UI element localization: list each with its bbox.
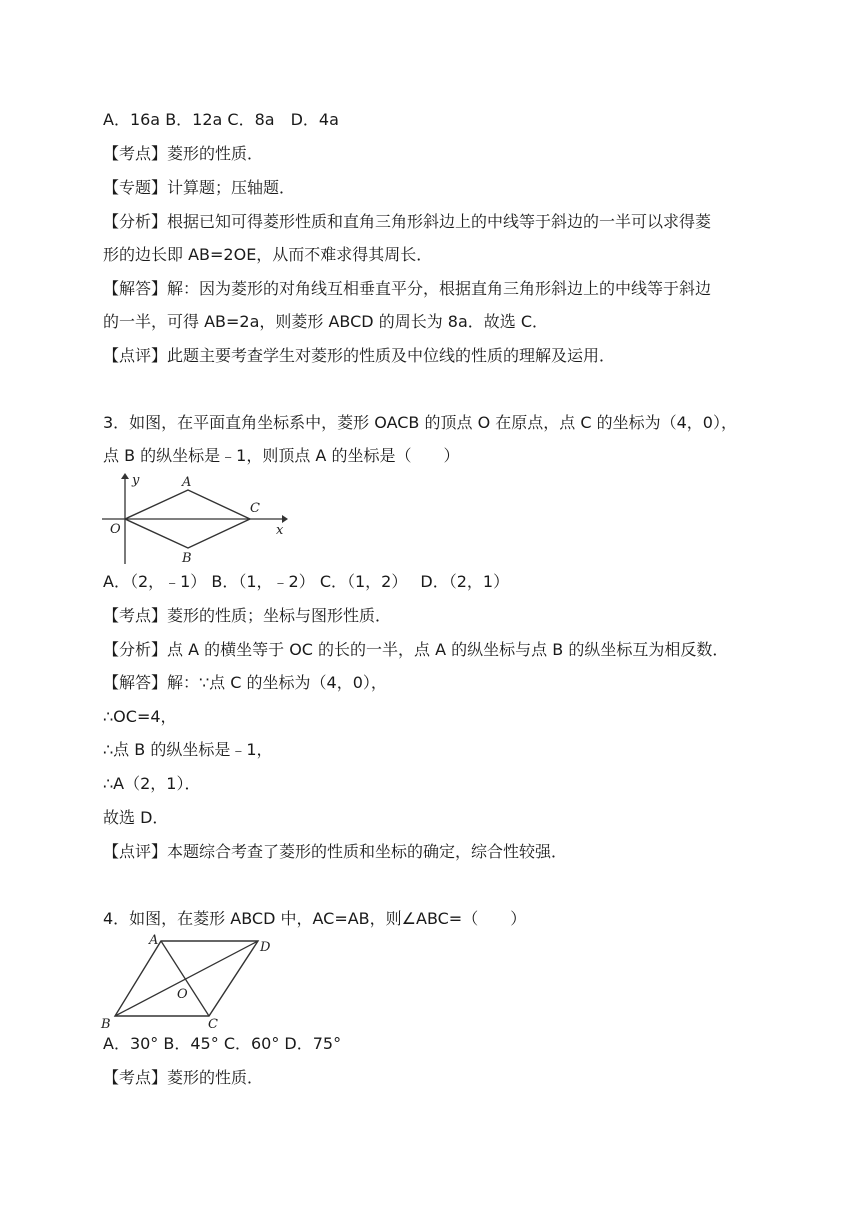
q2-options: A．16a B．12a C．8a D．4a (103, 110, 339, 129)
q2-jieda-2: 的一半，可得 AB=2a，则菱形 ABCD 的周长为 8a．故选 C． (103, 312, 549, 331)
q3-jieda-5: 故选 D． (103, 808, 169, 827)
q3-options: A．（2，﹣1） B．（1，﹣2） C．（1，2） D．（2，1） (103, 572, 510, 591)
q3-jieda-2: ∴OC=4， (103, 707, 177, 726)
q4-stem: 4．如图，在菱形 ABCD 中，AC=AB，则∠ABC=（ ） (103, 909, 527, 928)
q3-label-o: O (110, 522, 121, 537)
q3-figure (100, 470, 290, 570)
q3-jieda-4: ∴A（2，1）． (103, 774, 201, 793)
q3-jieda-3: ∴点 B 的纵坐标是﹣1， (103, 740, 273, 759)
q3-jieda-1: 【解答】解：∵点 C 的坐标为（4，0）， (103, 673, 387, 692)
q2-zhuanti: 【专题】计算题；压轴题． (103, 178, 296, 197)
q2-fenxi-1: 【分析】根据已知可得菱形性质和直角三角形斜边上的中线等于斜边的一半可以求得菱 (103, 212, 712, 231)
q4-label-a: A (149, 933, 159, 948)
q4-label-b: B (101, 1017, 111, 1030)
q2-dianping: 【点评】此题主要考查学生对菱形的性质及中位线的性质的理解及运用． (103, 346, 616, 365)
q4-label-o: O (177, 987, 188, 1002)
q3-stem-1: 3．如图，在平面直角坐标系中，菱形 OACB 的顶点 O 在原点，点 C 的坐标为（4，0）， (103, 413, 737, 432)
q3-kaodian: 【考点】菱形的性质；坐标与图形性质． (103, 606, 392, 625)
q3-stem-2: 点 B 的纵坐标是﹣1，则顶点 A 的坐标是（ ） (103, 446, 460, 465)
q2-fenxi-2: 形的边长即 AB=2OE，从而不难求得其周长． (103, 245, 433, 264)
q4-kaodian: 【考点】菱形的性质． (103, 1068, 264, 1087)
q2-kaodian: 【考点】菱形的性质． (103, 144, 264, 163)
q2-jieda-1: 【解答】解：因为菱形的对角线互相垂直平分，根据直角三角形斜边上的中线等于斜边 (103, 279, 712, 298)
q4-label-d: D (260, 940, 271, 955)
q4-label-c: C (208, 1017, 218, 1030)
q4-options: A．30° B．45° C．60° D．75° (103, 1034, 342, 1053)
q4-figure (98, 930, 283, 1030)
q3-fenxi: 【分析】点 A 的横坐等于 OC 的长的一半，点 A 的纵坐标与点 B 的纵坐标互为相反数． (103, 640, 729, 659)
q3-label-b: B (182, 551, 192, 566)
q3-dianping: 【点评】本题综合考查了菱形的性质和坐标的确定，综合性较强． (103, 842, 568, 861)
q3-label-a: A (182, 475, 192, 490)
q3-label-y: y (132, 473, 140, 488)
q3-label-x: x (276, 523, 284, 538)
q3-label-c: C (250, 501, 260, 516)
